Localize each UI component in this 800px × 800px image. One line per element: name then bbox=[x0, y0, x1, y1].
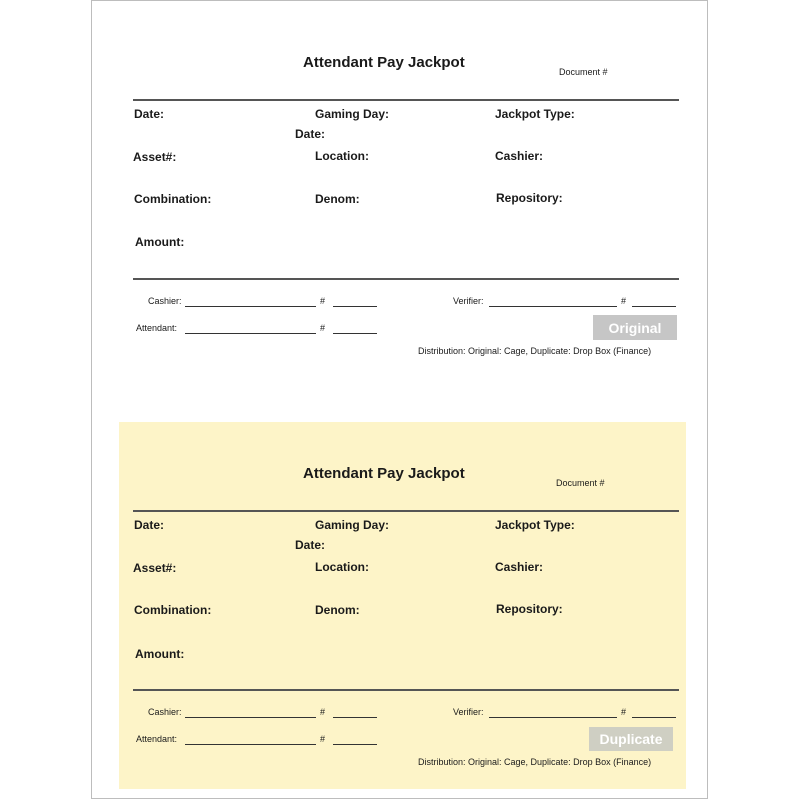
attendant-number-sign: # bbox=[320, 323, 326, 333]
attendant-signature-label: Attendant: bbox=[136, 323, 178, 333]
verifier-number-line[interactable] bbox=[632, 306, 676, 307]
asset-label: Asset#: bbox=[133, 561, 177, 575]
denom-label: Denom: bbox=[315, 603, 360, 617]
asset-label: Asset#: bbox=[133, 150, 177, 164]
amount-label: Amount: bbox=[135, 235, 185, 249]
document-number-label: Document # bbox=[556, 478, 605, 488]
cashier-number-sign: # bbox=[320, 707, 326, 717]
cashier-number-line[interactable] bbox=[333, 306, 377, 307]
repository-label: Repository: bbox=[496, 191, 563, 205]
location-label: Location: bbox=[315, 149, 369, 163]
distribution-note: Distribution: Original: Cage, Duplicate: Drop Box (Finance) bbox=[418, 346, 652, 356]
date-label: Date: bbox=[134, 107, 165, 121]
cashier-signature-label: Cashier: bbox=[148, 707, 182, 717]
verifier-number-sign: # bbox=[621, 707, 627, 717]
attendant-signature-label: Attendant: bbox=[136, 734, 178, 744]
gaming-day-date-label: Date: bbox=[295, 127, 326, 141]
denom-label: Denom: bbox=[315, 192, 360, 206]
form-title: Attendant Pay Jackpot bbox=[303, 54, 465, 71]
form-title: Attendant Pay Jackpot bbox=[303, 465, 465, 482]
cashier-label: Cashier: bbox=[495, 149, 544, 163]
distribution-note: Distribution: Original: Cage, Duplicate: Drop Box (Finance) bbox=[418, 757, 652, 767]
cashier-label: Cashier: bbox=[495, 560, 544, 574]
attendant-signature-line[interactable] bbox=[185, 333, 316, 334]
repository-label: Repository: bbox=[496, 602, 563, 616]
signature-rule bbox=[133, 278, 679, 280]
gaming-day-label: Gaming Day: bbox=[315, 518, 390, 532]
verifier-signature-label: Verifier: bbox=[453, 707, 484, 717]
cashier-number-line[interactable] bbox=[333, 717, 377, 718]
cashier-number-sign: # bbox=[320, 296, 326, 306]
form-duplicate bbox=[0, 411, 800, 791]
verifier-signature-line[interactable] bbox=[489, 717, 617, 718]
location-label: Location: bbox=[315, 560, 369, 574]
header-rule bbox=[133, 99, 679, 101]
document-number-label: Document # bbox=[559, 67, 608, 77]
verifier-number-line[interactable] bbox=[632, 717, 676, 718]
attendant-number-sign: # bbox=[320, 734, 326, 744]
verifier-number-sign: # bbox=[621, 296, 627, 306]
attendant-number-line[interactable] bbox=[333, 333, 377, 334]
verifier-signature-label: Verifier: bbox=[453, 296, 484, 306]
signature-rule bbox=[133, 689, 679, 691]
attendant-signature-line[interactable] bbox=[185, 744, 316, 745]
jackpot-type-label: Jackpot Type: bbox=[495, 518, 575, 532]
cashier-signature-line[interactable] bbox=[185, 306, 316, 307]
jackpot-type-label: Jackpot Type: bbox=[495, 107, 575, 121]
cashier-signature-line[interactable] bbox=[185, 717, 316, 718]
verifier-signature-line[interactable] bbox=[489, 306, 617, 307]
gaming-day-label: Gaming Day: bbox=[315, 107, 390, 121]
form-original bbox=[0, 0, 800, 380]
combination-label: Combination: bbox=[134, 603, 212, 617]
copy-badge-original: Original bbox=[593, 315, 677, 340]
combination-label: Combination: bbox=[134, 192, 212, 206]
attendant-number-line[interactable] bbox=[333, 744, 377, 745]
gaming-day-date-label: Date: bbox=[295, 538, 326, 552]
header-rule bbox=[133, 510, 679, 512]
date-label: Date: bbox=[134, 518, 165, 532]
copy-badge-duplicate: Duplicate bbox=[589, 727, 673, 751]
cashier-signature-label: Cashier: bbox=[148, 296, 182, 306]
amount-label: Amount: bbox=[135, 647, 185, 661]
